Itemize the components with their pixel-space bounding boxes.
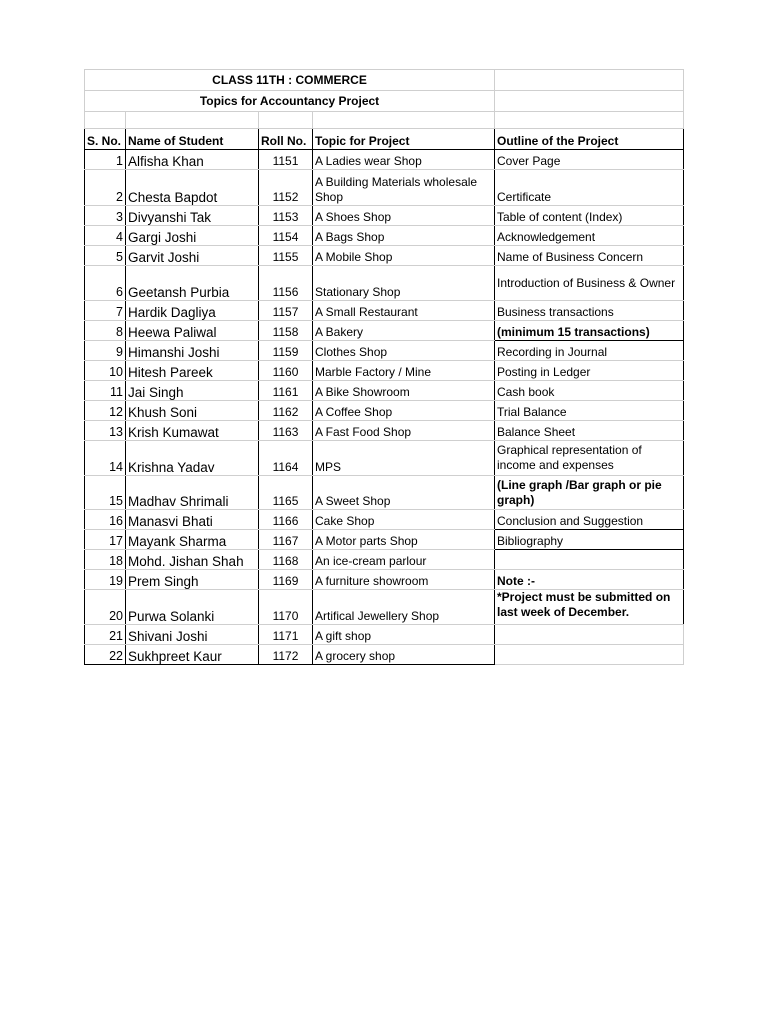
roll-no-cell: 1154: [259, 226, 313, 246]
outline-cell: Bibliography: [495, 530, 684, 550]
outline-cell: Business transactions: [495, 301, 684, 321]
sno-cell: 12: [85, 401, 126, 421]
roll-no-cell: 1157: [259, 301, 313, 321]
sno-cell: 15: [85, 476, 126, 510]
sno-cell: 19: [85, 570, 126, 590]
outline-cell: Certificate: [495, 170, 684, 206]
student-name-cell: Mohd. Jishan Shah: [126, 550, 259, 570]
roll-no-cell: 1153: [259, 206, 313, 226]
student-name-cell: Krishna Yadav: [126, 441, 259, 476]
outline-cell: Trial Balance: [495, 401, 684, 421]
sno-cell: 14: [85, 441, 126, 476]
project-topic-cell: A gift shop: [313, 625, 495, 645]
table-row: [85, 361, 684, 381]
sno-cell: 17: [85, 530, 126, 550]
project-subtitle: Topics for Accountancy Project: [85, 91, 495, 112]
column-header-topic: Topic for Project: [313, 129, 495, 150]
table-row: [85, 226, 684, 246]
student-name-cell: Gargi Joshi: [126, 226, 259, 246]
outline-cell: [495, 550, 684, 570]
roll-no-cell: 1172: [259, 645, 313, 665]
table-row: [85, 625, 684, 645]
roll-no-cell: 1165: [259, 476, 313, 510]
project-topic-cell: Artifical Jewellery Shop: [313, 590, 495, 625]
table-row: [85, 550, 684, 570]
sno-cell: 9: [85, 341, 126, 361]
roll-no-cell: 1169: [259, 570, 313, 590]
sno-cell: 22: [85, 645, 126, 665]
roll-no-cell: 1151: [259, 150, 313, 170]
project-topic-cell: A Shoes Shop: [313, 206, 495, 226]
project-topic-cell: A Ladies wear Shop: [313, 150, 495, 170]
project-topic-cell: A Fast Food Shop: [313, 421, 495, 441]
roll-no-cell: 1152: [259, 170, 313, 206]
table-row: [85, 476, 684, 510]
student-name-cell: Hitesh Pareek: [126, 361, 259, 381]
sno-cell: 6: [85, 266, 126, 301]
project-topic-cell: Clothes Shop: [313, 341, 495, 361]
student-name-cell: Prem Singh: [126, 570, 259, 590]
project-topic-cell: A Bike Showroom: [313, 381, 495, 401]
sno-cell: 21: [85, 625, 126, 645]
table-row: [85, 421, 684, 441]
empty-cell: [85, 112, 126, 129]
outline-cell: Conclusion and Suggestion: [495, 510, 684, 530]
roll-no-cell: 1167: [259, 530, 313, 550]
empty-cell: [495, 112, 684, 129]
outline-cell: *Project must be submitted on last week of December.: [495, 590, 684, 625]
student-name-cell: Jai Singh: [126, 381, 259, 401]
roll-no-cell: 1156: [259, 266, 313, 301]
sno-cell: 16: [85, 510, 126, 530]
sno-cell: 4: [85, 226, 126, 246]
outline-cell: Cash book: [495, 381, 684, 401]
column-header-name: Name of Student: [126, 129, 259, 150]
project-topic-cell: Stationary Shop: [313, 266, 495, 301]
column-header-sno: S. No.: [85, 129, 126, 150]
project-topic-cell: A Sweet Shop: [313, 476, 495, 510]
roll-no-cell: 1159: [259, 341, 313, 361]
student-name-cell: Manasvi Bhati: [126, 510, 259, 530]
roll-no-cell: 1164: [259, 441, 313, 476]
student-name-cell: Hardik Dagliya: [126, 301, 259, 321]
outline-cell: (minimum 15 transactions): [495, 321, 684, 341]
outline-cell: Balance Sheet: [495, 421, 684, 441]
table-row: [85, 170, 684, 206]
column-header-outline: Outline of the Project: [495, 129, 684, 150]
sno-cell: 1: [85, 150, 126, 170]
outline-cell: [495, 625, 684, 645]
student-name-cell: Alfisha Khan: [126, 150, 259, 170]
sno-cell: 18: [85, 550, 126, 570]
sno-cell: 5: [85, 246, 126, 266]
outline-cell: Recording in Journal: [495, 341, 684, 361]
student-name-cell: Krish Kumawat: [126, 421, 259, 441]
roll-no-cell: 1166: [259, 510, 313, 530]
roll-no-cell: 1155: [259, 246, 313, 266]
column-header-roll: Roll No.: [259, 129, 313, 150]
roll-no-cell: 1163: [259, 421, 313, 441]
table-row: [85, 570, 684, 590]
roll-no-cell: 1161: [259, 381, 313, 401]
outline-cell: (Line graph /Bar graph or pie graph): [495, 476, 684, 510]
table-row: [85, 401, 684, 421]
sno-cell: 7: [85, 301, 126, 321]
roll-no-cell: 1168: [259, 550, 313, 570]
empty-cell: [126, 112, 259, 129]
project-table: [84, 69, 684, 665]
sno-cell: 10: [85, 361, 126, 381]
outline-cell: Introduction of Business & Owner: [495, 266, 684, 301]
project-topic-cell: Cake Shop: [313, 510, 495, 530]
project-topic-cell: A Mobile Shop: [313, 246, 495, 266]
outline-cell: Posting in Ledger: [495, 361, 684, 381]
student-name-cell: Garvit Joshi: [126, 246, 259, 266]
student-name-cell: Chesta Bapdot: [126, 170, 259, 206]
roll-no-cell: 1160: [259, 361, 313, 381]
project-topic-cell: A grocery shop: [313, 645, 495, 665]
student-name-cell: Himanshi Joshi: [126, 341, 259, 361]
table-row: [85, 321, 684, 341]
sno-cell: 8: [85, 321, 126, 341]
table-row: [85, 530, 684, 550]
project-topic-cell: A Motor parts Shop: [313, 530, 495, 550]
student-name-cell: Heewa Paliwal: [126, 321, 259, 341]
project-topic-cell: Marble Factory / Mine: [313, 361, 495, 381]
project-topic-cell: A Small Restaurant: [313, 301, 495, 321]
student-name-cell: Divyanshi Tak: [126, 206, 259, 226]
outline-cell: Name of Business Concern: [495, 246, 684, 266]
empty-cell: [313, 112, 495, 129]
student-name-cell: Geetansh Purbia: [126, 266, 259, 301]
sno-cell: 2: [85, 170, 126, 206]
outline-cell: Note :-: [495, 570, 684, 590]
roll-no-cell: 1162: [259, 401, 313, 421]
student-name-cell: Madhav Shrimali: [126, 476, 259, 510]
outline-cell: Graphical representation of income and expenses: [495, 441, 684, 476]
project-topic-cell: A Coffee Shop: [313, 401, 495, 421]
spreadsheet: [84, 69, 684, 665]
student-name-cell: Shivani Joshi: [126, 625, 259, 645]
student-name-cell: Purwa Solanki: [126, 590, 259, 625]
table-row: [85, 150, 684, 170]
sno-cell: 20: [85, 590, 126, 625]
empty-cell: [495, 70, 684, 91]
table-row: [85, 510, 684, 530]
sno-cell: 13: [85, 421, 126, 441]
table-row: [85, 341, 684, 361]
table-row: [85, 381, 684, 401]
project-topic-cell: A Bags Shop: [313, 226, 495, 246]
table-body: [85, 150, 684, 665]
empty-cell: [495, 91, 684, 112]
table-row: [85, 441, 684, 476]
student-name-cell: Sukhpreet Kaur: [126, 645, 259, 665]
table-row: [85, 266, 684, 301]
project-topic-cell: An ice-cream parlour: [313, 550, 495, 570]
outline-cell: Acknowledgement: [495, 226, 684, 246]
student-name-cell: Mayank Sharma: [126, 530, 259, 550]
table-row: [85, 206, 684, 226]
sno-cell: 3: [85, 206, 126, 226]
student-name-cell: Khush Soni: [126, 401, 259, 421]
roll-no-cell: 1170: [259, 590, 313, 625]
table-row: [85, 645, 684, 665]
outline-cell: [495, 645, 684, 665]
roll-no-cell: 1171: [259, 625, 313, 645]
class-title: CLASS 11TH : COMMERCE: [85, 70, 495, 91]
outline-cell: Table of content (Index): [495, 206, 684, 226]
empty-cell: [259, 112, 313, 129]
roll-no-cell: 1158: [259, 321, 313, 341]
table-row: [85, 246, 684, 266]
outline-cell: Cover Page: [495, 150, 684, 170]
project-topic-cell: A furniture showroom: [313, 570, 495, 590]
table-row: [85, 301, 684, 321]
sno-cell: 11: [85, 381, 126, 401]
project-topic-cell: MPS: [313, 441, 495, 476]
project-topic-cell: A Building Materials wholesale Shop: [313, 170, 495, 206]
project-topic-cell: A Bakery: [313, 321, 495, 341]
table-row: [85, 590, 684, 625]
